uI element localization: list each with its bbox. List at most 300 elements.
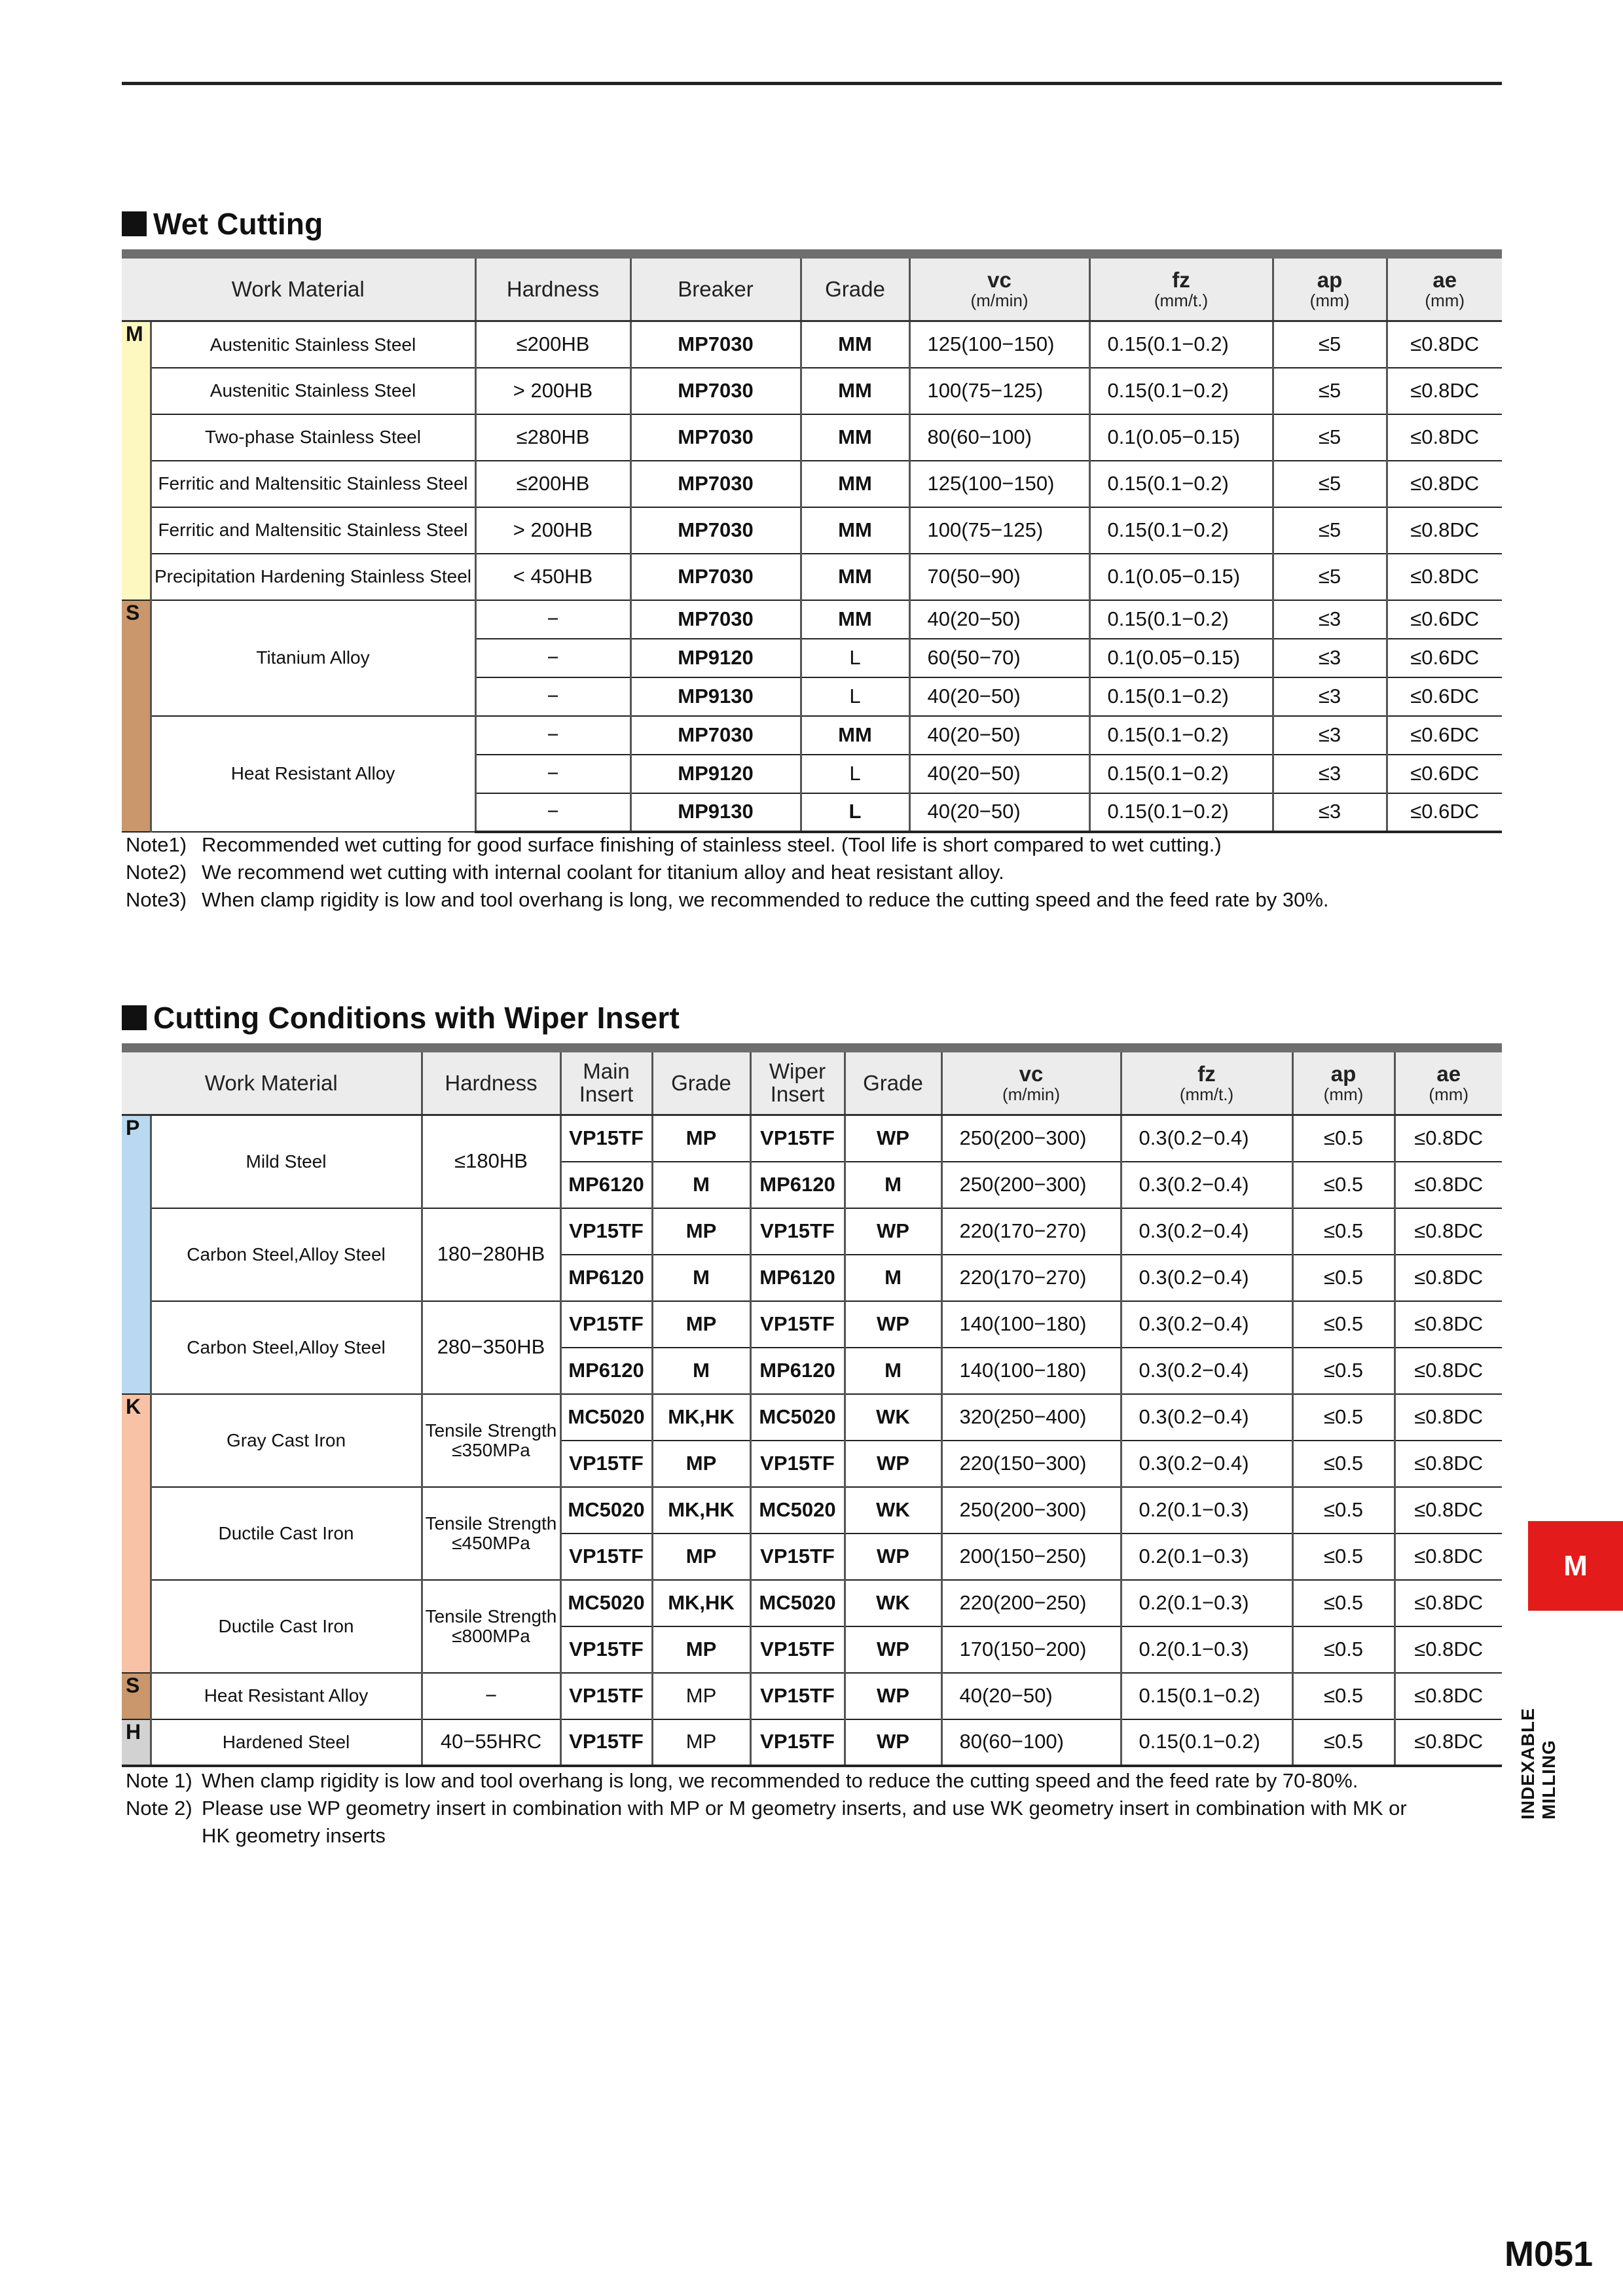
wiper-grade-cell: WK bbox=[845, 1394, 941, 1441]
note-row bbox=[126, 886, 1329, 914]
col-work-material: Work Material bbox=[122, 1052, 422, 1115]
fz-label: fz bbox=[1197, 1062, 1216, 1086]
fz-cell: 0.15(0.1−0.2) bbox=[1089, 600, 1273, 639]
col-fz bbox=[1089, 259, 1273, 321]
fz-cell: 0.3(0.2−0.4) bbox=[1121, 1348, 1292, 1394]
grade-cell: MP bbox=[652, 1208, 750, 1255]
square-bullet-icon bbox=[122, 1005, 147, 1030]
col-work-material: Work Material bbox=[122, 259, 475, 321]
ap-cell: ≤3 bbox=[1273, 716, 1387, 755]
material-cell: Gray Cast Iron bbox=[151, 1394, 422, 1487]
table-header-row bbox=[122, 259, 1502, 321]
table-header-bar bbox=[122, 249, 1502, 259]
ap-cell: ≤0.5 bbox=[1292, 1719, 1395, 1766]
table-row bbox=[122, 507, 1502, 554]
ap-cell: ≤3 bbox=[1273, 677, 1387, 716]
note-continuation: HK geometry inserts bbox=[202, 1824, 386, 1847]
vc-cell: 320(250−400) bbox=[941, 1394, 1121, 1441]
col-grade: Grade bbox=[652, 1052, 750, 1115]
fz-label: fz bbox=[1172, 268, 1190, 293]
vc-cell: 40(20−50) bbox=[909, 793, 1089, 832]
group-label-s: S bbox=[122, 600, 151, 832]
main-insert-cell: MP6120 bbox=[560, 1162, 652, 1208]
material-cell: Ferritic and Maltensitic Stainless Steel bbox=[151, 461, 475, 507]
main-insert-cell: MP6120 bbox=[560, 1255, 652, 1301]
ap-cell: ≤3 bbox=[1273, 600, 1387, 639]
ap-label: ap bbox=[1317, 268, 1343, 293]
main-insert-cell: VP15TF bbox=[560, 1301, 652, 1348]
wiper-grade-cell: WP bbox=[845, 1626, 941, 1673]
ae-cell: ≤0.8DC bbox=[1387, 507, 1502, 554]
hardness-cell: − bbox=[475, 677, 630, 716]
group-label-h: H bbox=[122, 1719, 151, 1766]
ap-cell: ≤5 bbox=[1273, 507, 1387, 554]
col-main-insert: Main Insert bbox=[560, 1052, 652, 1115]
breaker-cell: MP7030 bbox=[630, 461, 801, 507]
wet-cutting-title bbox=[122, 206, 323, 242]
fz-cell: 0.1(0.05−0.15) bbox=[1089, 639, 1273, 677]
note-row bbox=[126, 831, 1329, 859]
page-number: M051 bbox=[1504, 2234, 1594, 2274]
note-text: We recommend wet cutting with internal coolant for titanium alloy and heat resistant alloy. bbox=[202, 861, 1004, 884]
ae-cell: ≤0.6DC bbox=[1387, 639, 1502, 677]
grade-cell: MK,HK bbox=[652, 1394, 750, 1441]
fz-cell: 0.15(0.1−0.2) bbox=[1089, 461, 1273, 507]
ae-cell: ≤0.6DC bbox=[1387, 755, 1502, 793]
wiper-grade-cell: WP bbox=[845, 1441, 941, 1487]
vc-unit: (m/min) bbox=[970, 290, 1029, 310]
hardness-cell: 180−280HB bbox=[422, 1208, 560, 1301]
vc-cell: 40(20−50) bbox=[941, 1673, 1121, 1719]
fz-cell: 0.3(0.2−0.4) bbox=[1121, 1255, 1292, 1301]
vc-cell: 140(100−180) bbox=[941, 1348, 1121, 1394]
vc-cell: 170(150−200) bbox=[941, 1626, 1121, 1673]
fz-cell: 0.15(0.1−0.2) bbox=[1089, 755, 1273, 793]
group-label-k: K bbox=[122, 1394, 151, 1673]
ae-cell: ≤0.8DC bbox=[1395, 1534, 1502, 1580]
material-cell: Mild Steel bbox=[151, 1115, 422, 1208]
ap-cell: ≤0.5 bbox=[1292, 1626, 1395, 1673]
wiper-grade-cell: WP bbox=[845, 1115, 941, 1162]
table-row bbox=[122, 600, 1502, 639]
wiper-insert-table bbox=[122, 1043, 1502, 1767]
ap-label: ap bbox=[1330, 1062, 1357, 1086]
material-cell: Two-phase Stainless Steel bbox=[151, 414, 475, 461]
vc-label: vc bbox=[1019, 1062, 1044, 1086]
main-insert-cell: VP15TF bbox=[560, 1441, 652, 1487]
ae-cell: ≤0.8DC bbox=[1395, 1626, 1502, 1673]
wiper-grade-cell: WP bbox=[845, 1208, 941, 1255]
breaker-cell: MP9130 bbox=[630, 793, 801, 832]
grade-cell: MP bbox=[652, 1719, 750, 1766]
grade-cell: M bbox=[652, 1162, 750, 1208]
grade-cell: MM bbox=[801, 461, 909, 507]
material-cell: Heat Resistant Alloy bbox=[151, 716, 475, 832]
wiper-insert-title bbox=[122, 1000, 680, 1035]
table-row bbox=[122, 716, 1502, 755]
wiper-insert-cell: VP15TF bbox=[750, 1626, 845, 1673]
col-ae bbox=[1395, 1052, 1502, 1115]
vc-cell: 125(100−150) bbox=[909, 321, 1089, 368]
ae-cell: ≤0.8DC bbox=[1395, 1115, 1502, 1162]
wiper-grade-cell: WP bbox=[845, 1534, 941, 1580]
fz-cell: 0.3(0.2−0.4) bbox=[1121, 1441, 1292, 1487]
ap-cell: ≤0.5 bbox=[1292, 1580, 1395, 1626]
hardness-cell: 40−55HRC bbox=[422, 1719, 560, 1766]
grade-cell: L bbox=[801, 755, 909, 793]
ap-cell: ≤5 bbox=[1273, 554, 1387, 600]
hardness-cell: − bbox=[422, 1673, 560, 1719]
wiper-insert-cell: MP6120 bbox=[750, 1162, 845, 1208]
table-row bbox=[122, 1301, 1502, 1348]
ap-unit: (mm) bbox=[1309, 290, 1350, 310]
fz-unit: (mm/t.) bbox=[1154, 290, 1209, 310]
vc-cell: 100(75−125) bbox=[909, 507, 1089, 554]
fz-cell: 0.15(0.1−0.2) bbox=[1089, 677, 1273, 716]
wet-cutting-title-text: Wet Cutting bbox=[153, 207, 323, 241]
col-vc bbox=[941, 1052, 1121, 1115]
note-label: Note 2) bbox=[126, 1797, 192, 1820]
breaker-cell: MP7030 bbox=[630, 414, 801, 461]
breaker-cell: MP9130 bbox=[630, 677, 801, 716]
main-insert-cell: MC5020 bbox=[560, 1580, 652, 1626]
fz-cell: 0.2(0.1−0.3) bbox=[1121, 1534, 1292, 1580]
vc-unit: (m/min) bbox=[1002, 1084, 1061, 1104]
grade-cell: MM bbox=[801, 554, 909, 600]
ap-cell: ≤0.5 bbox=[1292, 1162, 1395, 1208]
vc-cell: 220(170−270) bbox=[941, 1208, 1121, 1255]
main-insert-cell: MC5020 bbox=[560, 1487, 652, 1534]
ae-cell: ≤0.8DC bbox=[1395, 1301, 1502, 1348]
note-text: When clamp rigidity is low and tool overhang is long, we recommended to reduce the cutting speed and the feed rate by 30%. bbox=[202, 888, 1329, 911]
note-row bbox=[126, 859, 1329, 886]
material-cell: Austenitic Stainless Steel bbox=[151, 368, 475, 414]
grade-cell: MK,HK bbox=[652, 1580, 750, 1626]
vc-cell: 250(200−300) bbox=[941, 1115, 1121, 1162]
material-cell: Titanium Alloy bbox=[151, 600, 475, 716]
wiper-insert-cell: MP6120 bbox=[750, 1255, 845, 1301]
ae-cell: ≤0.8DC bbox=[1387, 414, 1502, 461]
fz-cell: 0.15(0.1−0.2) bbox=[1089, 793, 1273, 832]
fz-cell: 0.3(0.2−0.4) bbox=[1121, 1208, 1292, 1255]
fz-unit: (mm/t.) bbox=[1179, 1084, 1234, 1104]
ae-cell: ≤0.8DC bbox=[1387, 554, 1502, 600]
ap-cell: ≤5 bbox=[1273, 321, 1387, 368]
grade-cell: M bbox=[652, 1255, 750, 1301]
breaker-cell: MP7030 bbox=[630, 554, 801, 600]
ae-cell: ≤0.8DC bbox=[1395, 1208, 1502, 1255]
ae-unit: (mm) bbox=[1425, 290, 1465, 310]
fz-cell: 0.15(0.1−0.2) bbox=[1121, 1673, 1292, 1719]
ae-label: ae bbox=[1432, 268, 1457, 293]
material-cell: Hardened Steel bbox=[151, 1719, 422, 1766]
ae-cell: ≤0.8DC bbox=[1395, 1487, 1502, 1534]
vc-cell: 125(100−150) bbox=[909, 461, 1089, 507]
grade-cell: MP bbox=[652, 1534, 750, 1580]
main-insert-cell: MP6120 bbox=[560, 1348, 652, 1394]
hardness-cell: − bbox=[475, 639, 630, 677]
hardness-cell: 280−350HB bbox=[422, 1301, 560, 1394]
wiper-grade-cell: WP bbox=[845, 1719, 941, 1766]
note-row bbox=[126, 1795, 1407, 1822]
vc-cell: 80(60−100) bbox=[941, 1719, 1121, 1766]
ap-cell: ≤5 bbox=[1273, 368, 1387, 414]
ap-cell: ≤0.5 bbox=[1292, 1394, 1395, 1441]
col-fz bbox=[1121, 1052, 1292, 1115]
vc-cell: 250(200−300) bbox=[941, 1487, 1121, 1534]
vc-cell: 100(75−125) bbox=[909, 368, 1089, 414]
note-text: Recommended wet cutting for good surface finishing of stainless steel. (Tool life is short compared to wet cutting.) bbox=[202, 833, 1222, 856]
main-insert-cell: VP15TF bbox=[560, 1719, 652, 1766]
grade-cell: L bbox=[801, 793, 909, 832]
table-row bbox=[122, 1115, 1502, 1162]
col-wiper-insert: Wiper Insert bbox=[750, 1052, 845, 1115]
table-row bbox=[122, 414, 1502, 461]
material-cell: Austenitic Stainless Steel bbox=[151, 321, 475, 368]
grade-cell: MP bbox=[652, 1441, 750, 1487]
hardness-cell: ≤200HB bbox=[475, 321, 630, 368]
material-cell: Ferritic and Maltensitic Stainless Steel bbox=[151, 507, 475, 554]
vc-cell: 40(20−50) bbox=[909, 677, 1089, 716]
ap-cell: ≤0.5 bbox=[1292, 1301, 1395, 1348]
vc-cell: 220(170−270) bbox=[941, 1255, 1121, 1301]
ae-cell: ≤0.8DC bbox=[1395, 1255, 1502, 1301]
square-bullet-icon bbox=[122, 211, 147, 236]
ae-cell: ≤0.8DC bbox=[1395, 1719, 1502, 1766]
ae-cell: ≤0.6DC bbox=[1387, 600, 1502, 639]
fz-cell: 0.3(0.2−0.4) bbox=[1121, 1394, 1292, 1441]
breaker-cell: MP7030 bbox=[630, 321, 801, 368]
material-cell: Ductile Cast Iron bbox=[151, 1580, 422, 1673]
ap-cell: ≤0.5 bbox=[1292, 1208, 1395, 1255]
col-grade: Grade bbox=[801, 259, 909, 321]
hardness-cell: > 200HB bbox=[475, 368, 630, 414]
note-label: Note 1) bbox=[126, 1769, 192, 1792]
breaker-cell: MP7030 bbox=[630, 716, 801, 755]
fz-cell: 0.3(0.2−0.4) bbox=[1121, 1162, 1292, 1208]
hardness-cell: − bbox=[475, 600, 630, 639]
hardness-cell: < 450HB bbox=[475, 554, 630, 600]
group-label-s: S bbox=[122, 1673, 151, 1719]
ae-cell: ≤0.6DC bbox=[1387, 793, 1502, 832]
wiper-insert-cell: VP15TF bbox=[750, 1673, 845, 1719]
table-row bbox=[122, 368, 1502, 414]
ap-cell: ≤0.5 bbox=[1292, 1255, 1395, 1301]
fz-cell: 0.3(0.2−0.4) bbox=[1121, 1115, 1292, 1162]
wiper-insert-cell: VP15TF bbox=[750, 1441, 845, 1487]
material-cell: Carbon Steel,Alloy Steel bbox=[151, 1301, 422, 1394]
breaker-cell: MP9120 bbox=[630, 755, 801, 793]
note-label: Note3) bbox=[126, 888, 187, 911]
wiper-grade-cell: WK bbox=[845, 1580, 941, 1626]
col-wiper-grade: Grade bbox=[845, 1052, 941, 1115]
col-ap bbox=[1273, 259, 1387, 321]
ap-cell: ≤0.5 bbox=[1292, 1673, 1395, 1719]
material-cell: Precipitation Hardening Stainless Steel bbox=[151, 554, 475, 600]
grade-cell: M bbox=[652, 1348, 750, 1394]
breaker-cell: MP7030 bbox=[630, 507, 801, 554]
wiper-grade-cell: M bbox=[845, 1348, 941, 1394]
grade-cell: MM bbox=[801, 507, 909, 554]
hardness-cell: > 200HB bbox=[475, 507, 630, 554]
breaker-cell: MP7030 bbox=[630, 368, 801, 414]
ap-cell: ≤0.5 bbox=[1292, 1534, 1395, 1580]
fz-cell: 0.2(0.1−0.3) bbox=[1121, 1580, 1292, 1626]
col-ae bbox=[1387, 259, 1502, 321]
table-header-row bbox=[122, 1052, 1502, 1115]
wiper-insert-cell: VP15TF bbox=[750, 1534, 845, 1580]
wet-cutting-notes bbox=[126, 831, 1329, 914]
main-insert-cell: VP15TF bbox=[560, 1208, 652, 1255]
top-rule bbox=[122, 82, 1502, 85]
grade-cell: MK,HK bbox=[652, 1487, 750, 1534]
col-vc bbox=[909, 259, 1089, 321]
wiper-grade-cell: M bbox=[845, 1162, 941, 1208]
ae-cell: ≤0.6DC bbox=[1387, 677, 1502, 716]
wiper-insert-cell: VP15TF bbox=[750, 1115, 845, 1162]
vc-cell: 140(100−180) bbox=[941, 1301, 1121, 1348]
vc-cell: 220(150−300) bbox=[941, 1441, 1121, 1487]
col-breaker: Breaker bbox=[630, 259, 801, 321]
wet-cutting-table bbox=[122, 249, 1502, 833]
note-text: When clamp rigidity is low and tool overhang is long, we recommended to reduce the cutting speed and the feed rate by 70-80%. bbox=[202, 1769, 1359, 1792]
breaker-cell: MP9120 bbox=[630, 639, 801, 677]
wiper-insert-cell: VP15TF bbox=[750, 1301, 845, 1348]
section-label: INDEXABLE MILLING bbox=[1518, 1708, 1559, 1820]
vc-cell: 40(20−50) bbox=[909, 716, 1089, 755]
table-row bbox=[122, 1394, 1502, 1441]
wiper-insert-cell: VP15TF bbox=[750, 1208, 845, 1255]
hardness-cell: ≤200HB bbox=[475, 461, 630, 507]
wiper-insert-cell: VP15TF bbox=[750, 1719, 845, 1766]
fz-cell: 0.3(0.2−0.4) bbox=[1121, 1301, 1292, 1348]
note-text: Please use WP geometry insert in combination with MP or M geometry inserts, and use WK geometry insert in combination with MK or bbox=[202, 1797, 1407, 1820]
wiper-insert-cell: MC5020 bbox=[750, 1580, 845, 1626]
ap-cell: ≤5 bbox=[1273, 461, 1387, 507]
wiper-grade-cell: M bbox=[845, 1255, 941, 1301]
grade-cell: MP bbox=[652, 1115, 750, 1162]
ap-cell: ≤0.5 bbox=[1292, 1348, 1395, 1394]
table-row bbox=[122, 461, 1502, 507]
fz-cell: 0.2(0.1−0.3) bbox=[1121, 1626, 1292, 1673]
grade-cell: L bbox=[801, 677, 909, 716]
vc-cell: 80(60−100) bbox=[909, 414, 1089, 461]
note-label: Note1) bbox=[126, 833, 187, 856]
grade-cell: MP bbox=[652, 1673, 750, 1719]
note-row bbox=[126, 1767, 1407, 1795]
vc-cell: 60(50−70) bbox=[909, 639, 1089, 677]
vc-cell: 250(200−300) bbox=[941, 1162, 1121, 1208]
grade-cell: MM bbox=[801, 368, 909, 414]
table-row bbox=[122, 1208, 1502, 1255]
note-label: Note2) bbox=[126, 861, 187, 884]
material-cell: Ductile Cast Iron bbox=[151, 1487, 422, 1580]
hardness-cell: − bbox=[475, 716, 630, 755]
ae-label: ae bbox=[1436, 1062, 1461, 1086]
vc-cell: 70(50−90) bbox=[909, 554, 1089, 600]
ae-cell: ≤0.8DC bbox=[1395, 1673, 1502, 1719]
fz-cell: 0.15(0.1−0.2) bbox=[1089, 368, 1273, 414]
hardness-cell: − bbox=[475, 793, 630, 832]
wiper-insert-title-text: Cutting Conditions with Wiper Insert bbox=[153, 1001, 680, 1035]
table-row bbox=[122, 1487, 1502, 1534]
ap-cell: ≤0.5 bbox=[1292, 1487, 1395, 1534]
fz-cell: 0.15(0.1−0.2) bbox=[1121, 1719, 1292, 1766]
grade-cell: MP bbox=[652, 1626, 750, 1673]
wiper-insert-notes bbox=[126, 1767, 1407, 1850]
material-cell: Carbon Steel,Alloy Steel bbox=[151, 1208, 422, 1301]
section-tab-m: M bbox=[1528, 1521, 1623, 1611]
table-row bbox=[122, 1580, 1502, 1626]
grade-cell: MP bbox=[652, 1301, 750, 1348]
ae-cell: ≤0.8DC bbox=[1387, 368, 1502, 414]
main-insert-cell: VP15TF bbox=[560, 1626, 652, 1673]
grade-cell: MM bbox=[801, 600, 909, 639]
hardness-cell: − bbox=[475, 755, 630, 793]
group-label-m: M bbox=[122, 321, 151, 600]
hardness-cell: Tensile Strength ≤800MPa bbox=[422, 1580, 560, 1673]
table-header-bar bbox=[122, 1043, 1502, 1052]
col-ap bbox=[1292, 1052, 1395, 1115]
group-label-p: P bbox=[122, 1115, 151, 1394]
vc-cell: 40(20−50) bbox=[909, 755, 1089, 793]
vc-label: vc bbox=[987, 268, 1012, 293]
wiper-grade-cell: WP bbox=[845, 1301, 941, 1348]
ae-cell: ≤0.8DC bbox=[1387, 461, 1502, 507]
grade-cell: MM bbox=[801, 716, 909, 755]
ap-cell: ≤5 bbox=[1273, 414, 1387, 461]
fz-cell: 0.1(0.05−0.15) bbox=[1089, 554, 1273, 600]
ap-cell: ≤3 bbox=[1273, 793, 1387, 832]
hardness-cell: ≤280HB bbox=[475, 414, 630, 461]
ae-cell: ≤0.8DC bbox=[1395, 1580, 1502, 1626]
fz-cell: 0.1(0.05−0.15) bbox=[1089, 414, 1273, 461]
ae-cell: ≤0.6DC bbox=[1387, 716, 1502, 755]
wiper-insert-cell: MC5020 bbox=[750, 1487, 845, 1534]
table-row bbox=[122, 1719, 1502, 1766]
ae-cell: ≤0.8DC bbox=[1395, 1348, 1502, 1394]
ae-cell: ≤0.8DC bbox=[1387, 321, 1502, 368]
ap-cell: ≤0.5 bbox=[1292, 1441, 1395, 1487]
vc-cell: 40(20−50) bbox=[909, 600, 1089, 639]
ae-unit: (mm) bbox=[1429, 1084, 1469, 1104]
breaker-cell: MP7030 bbox=[630, 600, 801, 639]
col-hardness: Hardness bbox=[475, 259, 630, 321]
ae-cell: ≤0.8DC bbox=[1395, 1394, 1502, 1441]
ap-cell: ≤3 bbox=[1273, 755, 1387, 793]
main-insert-cell: VP15TF bbox=[560, 1115, 652, 1162]
ae-cell: ≤0.8DC bbox=[1395, 1162, 1502, 1208]
table-row bbox=[122, 1673, 1502, 1719]
ap-cell: ≤3 bbox=[1273, 639, 1387, 677]
grade-cell: L bbox=[801, 639, 909, 677]
table-row bbox=[122, 554, 1502, 600]
grade-cell: MM bbox=[801, 414, 909, 461]
grade-cell: MM bbox=[801, 321, 909, 368]
hardness-cell: ≤180HB bbox=[422, 1115, 560, 1208]
fz-cell: 0.15(0.1−0.2) bbox=[1089, 507, 1273, 554]
fz-cell: 0.15(0.1−0.2) bbox=[1089, 321, 1273, 368]
table-row bbox=[122, 321, 1502, 368]
col-hardness: Hardness bbox=[422, 1052, 560, 1115]
ae-cell: ≤0.8DC bbox=[1395, 1441, 1502, 1487]
vc-cell: 200(150−250) bbox=[941, 1534, 1121, 1580]
fz-cell: 0.2(0.1−0.3) bbox=[1121, 1487, 1292, 1534]
wiper-grade-cell: WP bbox=[845, 1673, 941, 1719]
fz-cell: 0.15(0.1−0.2) bbox=[1089, 716, 1273, 755]
wiper-grade-cell: WK bbox=[845, 1487, 941, 1534]
hardness-cell: Tensile Strength ≤450MPa bbox=[422, 1487, 560, 1580]
